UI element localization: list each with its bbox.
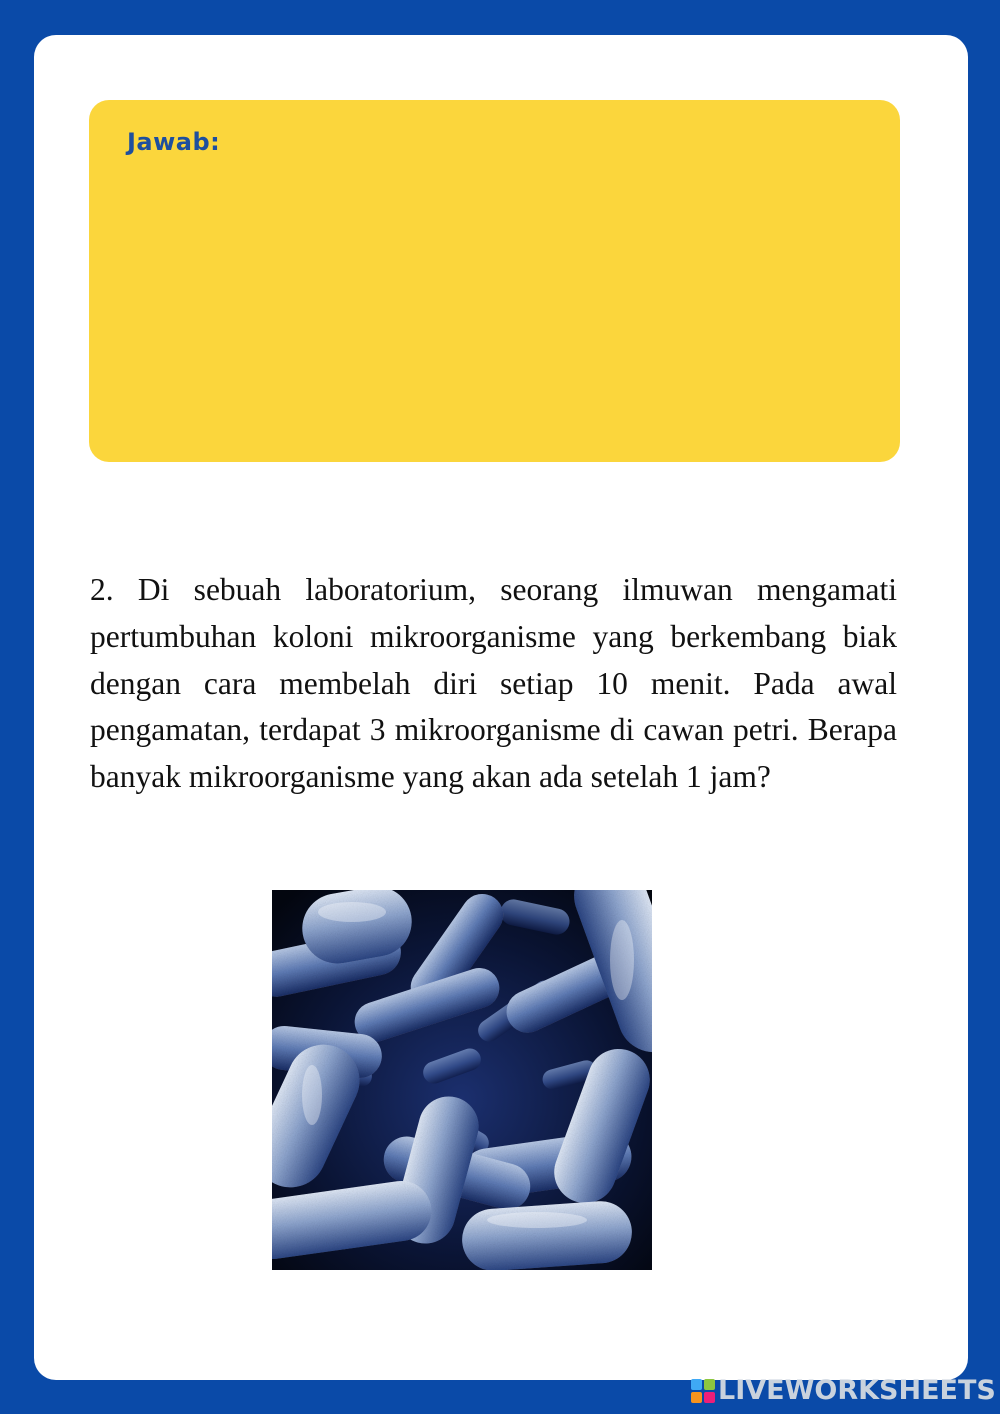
question-text: 2. Di sebuah laboratorium, seorang ilmuwan mengamati pertumbuhan koloni mikroorganisme yang berkembang biak dengan cara membelah diri setiap 10 menit. Pada awal pengamatan, terdapat 3 mikroorganisme di cawan petri. Berapa banyak mikroorganisme yang akan ada setelah 1 jam?	[90, 572, 897, 795]
liveworksheets-watermark	[690, 1376, 996, 1406]
worksheet-page	[34, 35, 968, 1380]
answer-box[interactable]	[89, 100, 900, 462]
bacteria-picture	[272, 890, 652, 1270]
answer-label: Jawab:	[127, 128, 221, 156]
watermark-text: LIVEWORKSHEETS	[718, 1375, 996, 1406]
liveworksheets-logo-icon	[690, 1378, 716, 1404]
bacteria-illustration	[272, 890, 652, 1270]
